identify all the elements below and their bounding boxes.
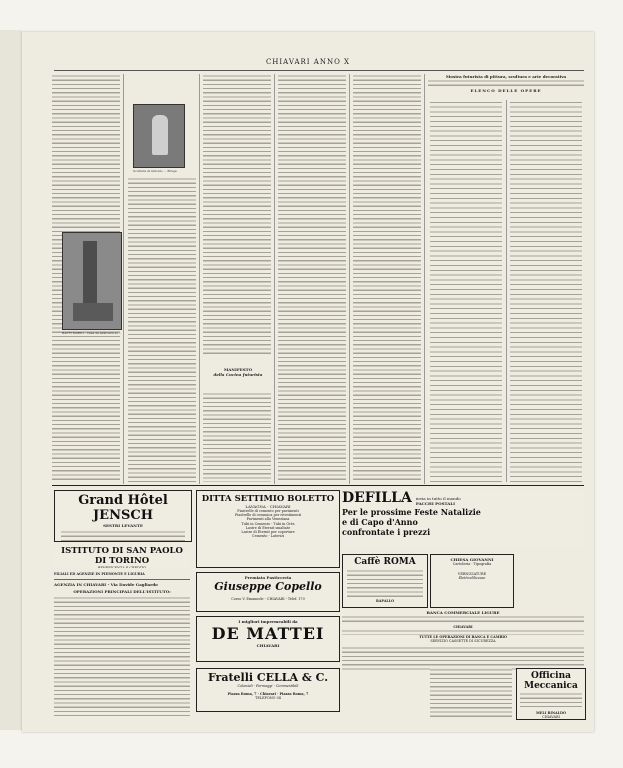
ads-divider (52, 485, 584, 486)
boletto-line: Lastre di Eternit smaltate (245, 525, 291, 530)
defilla-line3: confrontate i prezzi (342, 527, 431, 537)
de-mattei-name: DE MATTEI (211, 624, 325, 643)
manifesto-box (207, 367, 269, 377)
ad-fratelli-cella (196, 668, 340, 712)
page-header: CHIAVARI ANNO X (265, 58, 351, 66)
text-column-5 (353, 74, 421, 482)
boletto-line: Pavimenti alla Veneziana (246, 517, 290, 522)
de-mattei-place: CHIAVARI (256, 643, 280, 648)
sanpaolo-sub3: FILIALI ED AGENZIE IN PIEMONTE E LIGURIA (54, 572, 145, 576)
ad-boletto (196, 490, 340, 568)
column-divider (506, 100, 507, 482)
ad-officina (516, 668, 586, 720)
caffe-roma-place: RAPALLO (375, 599, 395, 603)
banca-place: CHIAVARI (453, 625, 473, 629)
cella-addr: Piazza Roma, 7 · Chiavari · Piazza Roma, 7 (227, 692, 309, 697)
banca-ops: TUTTE LE OPERAZIONI DI BANCA E CAMBIO (419, 635, 507, 640)
copello-addr: Corso V. Emanuele - CHIAVARI - Telef. 170 (231, 597, 305, 601)
manifesto-subtitle: della Cucina futurista (213, 372, 263, 377)
de-mattei-top: I migliori impermeabili da (238, 619, 298, 624)
jensch-place: SESTRI LEVANTE (103, 523, 143, 528)
tower-caption: BAFFI MARIO - Casa da edificarsi ai ... (62, 331, 122, 335)
ad-chiesa (430, 554, 514, 608)
mostra-title: Mostra futurista di pittura, scultura e arte decorativa (445, 74, 567, 79)
ad-copello (196, 572, 340, 612)
chiesa-line: Cartoleria - Tipografia (452, 562, 492, 566)
sculpture-caption: Scultura di Antonio ... Bruga (133, 169, 177, 173)
jensch-name: Grand Hôtel JENSCH (78, 493, 168, 523)
caffe-roma-name: Caffè ROMA (354, 557, 416, 567)
sanpaolo-ops: OPERAZIONI PRINCIPALI DELL'ISTITUTO: (73, 589, 171, 595)
text-column-2 (128, 177, 196, 482)
defilla-name: DEFILLA (342, 490, 412, 506)
copello-name: Giuseppe Copello (214, 580, 322, 593)
ad-de-mattei (196, 616, 340, 662)
officina-owner: MELI RINALDO (536, 711, 566, 715)
scan-edge (0, 30, 22, 730)
defilla-line1: Per le prossime Feste Natalizie (342, 507, 481, 517)
column-divider (199, 74, 200, 484)
mostra-subtitle: ELENCO DELLE OPERE (470, 88, 542, 93)
tower-photo (62, 232, 122, 330)
opere-list-2 (510, 100, 582, 482)
boletto-line: Piastrelle di ceramica per rivestimenti (234, 513, 302, 518)
ad-jensch (54, 490, 192, 542)
text-column-4 (278, 74, 346, 482)
ad-defilla (342, 490, 584, 548)
cella-phone: TELEFONO 94 (255, 696, 281, 701)
manifesto-title: MANIFESTO (223, 367, 253, 372)
banca-name: BANCA COMMERCIALE LIGURE (426, 610, 500, 615)
boletto-line: Tubi in Cemento - Tubi in Grès (241, 521, 295, 526)
ad-sanpaolo-header (54, 546, 190, 568)
officina-place: CHIAVARI (542, 715, 560, 720)
chiesa-name: CHIESA GIOVANNI (450, 557, 494, 562)
ad-banca (342, 610, 584, 672)
officina-name: Officina Meccanica (524, 671, 578, 691)
sculpture-photo (133, 104, 185, 168)
boletto-line: Cemento - Laterizi (252, 534, 284, 539)
text-column-3 (203, 74, 271, 354)
boletto-line: Lastre di Eternit per coperture (241, 530, 295, 535)
defilla-line2: e di Capo d'Anno (342, 517, 418, 527)
boletto-line: Piastrelle di cemento per pavimenti (237, 509, 299, 513)
cella-line: Coloniali - Formaggi - Commestibili (237, 684, 299, 688)
sanpaolo-sub1: BENEFICENZA E CREDITO (97, 566, 147, 568)
column-divider (349, 74, 350, 484)
boletto-name: DITTA SETTIMIO BOLETTO (201, 494, 335, 504)
officina-side-text (430, 668, 512, 718)
header-rule (54, 70, 584, 71)
sanpaolo-name: ISTITUTO DI SAN PAOLO DI TORINO (61, 546, 183, 566)
opere-list-1 (430, 100, 502, 482)
ad-caffe-roma (342, 554, 428, 608)
copello-top: Premiata Pasticceria (244, 575, 292, 580)
text-column-3b (203, 392, 271, 482)
cella-name: Fratelli CELLA & C. (207, 671, 329, 684)
sanpaolo-agency: AGENZIA IN CHIAVARI - Via Davide Gagliardo (54, 582, 158, 588)
mostra-header (428, 74, 584, 93)
chiesa-line: VERNICIATURE (457, 572, 487, 577)
defilla-tagline2: PACCHI POSTALI (415, 501, 456, 506)
chiesa-line: Elettrodilicesse (458, 576, 486, 581)
column-divider (123, 74, 124, 484)
column-divider (274, 74, 275, 484)
boletto-place: LAVAGNA - CHIAVARI (245, 504, 291, 509)
newspaper-page (22, 32, 594, 732)
banca-cassette: SERVIZIO CASSETTE DI SICUREZZA (430, 639, 496, 644)
sanpaolo-details (54, 572, 190, 716)
column-divider (424, 74, 425, 484)
defilla-tagline1: invia in tutto il mondo (415, 496, 461, 501)
